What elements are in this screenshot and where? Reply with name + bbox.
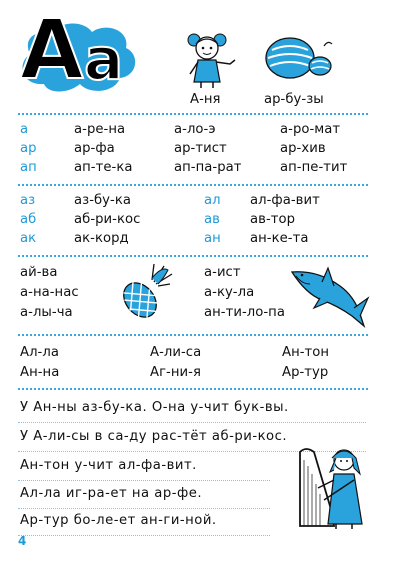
pineapple-illustration bbox=[112, 262, 174, 324]
sentence: У Ан-ны аз-бу-ка. О-на у-чит бук-вы. bbox=[20, 400, 289, 415]
word: ар-хив bbox=[280, 141, 326, 156]
picture-label-anya: А-ня bbox=[190, 92, 221, 107]
word: ар-фа bbox=[74, 141, 115, 156]
watermelons-illustration bbox=[262, 32, 334, 82]
syllable: ап bbox=[20, 160, 37, 175]
word: аб-ри-кос bbox=[74, 212, 141, 227]
writing-line bbox=[18, 422, 366, 423]
syllable: аз bbox=[20, 193, 36, 208]
picture-label-arbuzy: ар-бу-зы bbox=[264, 92, 324, 107]
word: ап-те-ка bbox=[74, 160, 133, 175]
word: ап-пе-тит bbox=[280, 160, 348, 175]
sentence: Ал-ла иг-ра-ет на ар-фе. bbox=[20, 486, 203, 501]
big-letter-upper: А bbox=[20, 3, 84, 98]
shark-illustration bbox=[288, 262, 370, 328]
word: ап-па-рат bbox=[174, 160, 242, 175]
writing-line bbox=[18, 508, 270, 509]
harp-girl-illustration bbox=[290, 444, 370, 530]
word: ал-фа-вит bbox=[250, 193, 320, 208]
name: А-ли-са bbox=[150, 345, 202, 360]
word: аз-бу-ка bbox=[74, 193, 131, 208]
sentence: Ар-тур бо-ле-ет ан-ги-ной. bbox=[20, 513, 217, 528]
name: Ар-тур bbox=[282, 365, 329, 380]
divider bbox=[18, 388, 368, 390]
syllable: ал bbox=[204, 193, 221, 208]
syllable: аб bbox=[20, 212, 37, 227]
name: Ал-ла bbox=[20, 345, 59, 360]
word: а-лы-ча bbox=[20, 305, 73, 320]
word: ай-ва bbox=[20, 265, 58, 280]
word: ан-ти-ло-па bbox=[204, 305, 285, 320]
word: ак-корд bbox=[74, 231, 129, 246]
syllable: ан bbox=[204, 231, 221, 246]
syllable: а bbox=[20, 122, 29, 137]
sentence: Ан-тон у-чит ал-фа-вит. bbox=[20, 458, 197, 473]
word: а-ку-ла bbox=[204, 285, 255, 300]
divider bbox=[18, 184, 368, 186]
word: а-ист bbox=[204, 265, 241, 280]
page-number: 4 bbox=[18, 534, 27, 548]
word: а-ре-на bbox=[74, 122, 126, 137]
word: а-ро-мат bbox=[280, 122, 341, 137]
name: Ан-тон bbox=[282, 345, 330, 360]
syllable: ак bbox=[20, 231, 37, 246]
syllable: ар bbox=[20, 141, 37, 156]
word: ав-тор bbox=[250, 212, 296, 227]
writing-line bbox=[18, 480, 270, 481]
big-letter-lower: а bbox=[84, 25, 124, 93]
divider bbox=[18, 334, 368, 336]
name: Ан-на bbox=[20, 365, 60, 380]
word: а-на-нас bbox=[20, 285, 79, 300]
word: а-ло-э bbox=[174, 122, 216, 137]
divider bbox=[18, 255, 368, 257]
word: ар-тист bbox=[174, 141, 227, 156]
sentence: У А-ли-сы в са-ду рас-тёт аб-ри-кос. bbox=[20, 429, 288, 444]
syllable: ав bbox=[204, 212, 220, 227]
name: Аг-ни-я bbox=[150, 365, 201, 380]
writing-line bbox=[18, 535, 270, 536]
girl-illustration bbox=[180, 28, 240, 90]
divider bbox=[18, 113, 368, 115]
word: ан-ке-та bbox=[250, 231, 309, 246]
